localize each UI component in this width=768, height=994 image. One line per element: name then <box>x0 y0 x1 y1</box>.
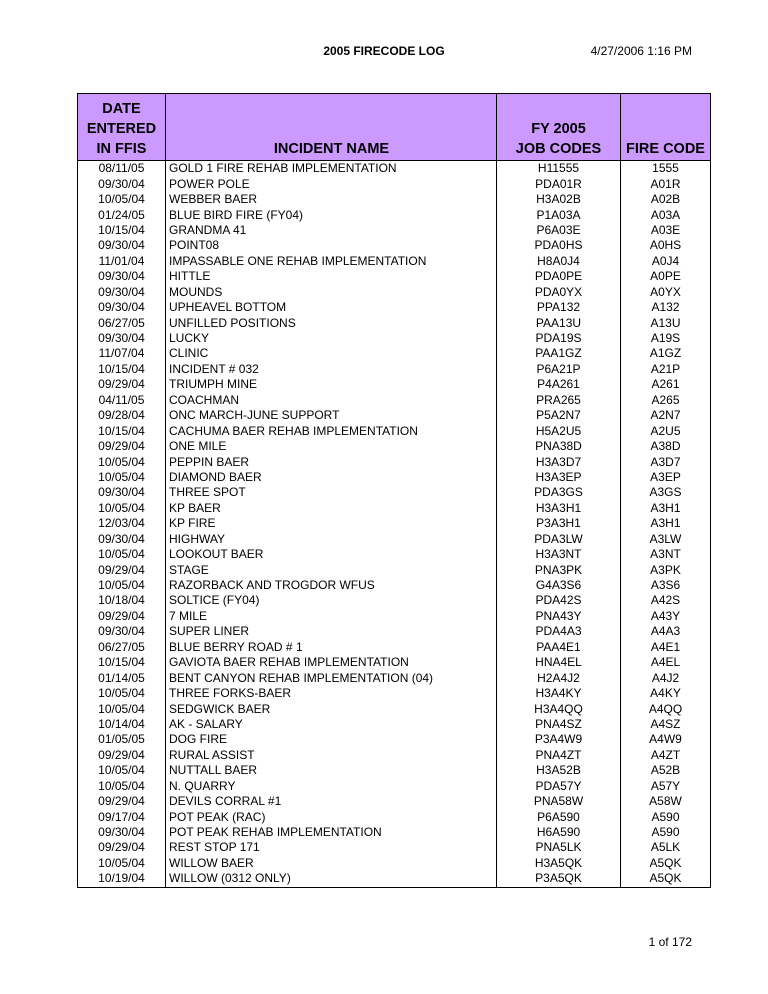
cell-incident-name: POT PEAK (RAC) <box>166 809 497 824</box>
cell-job-code: P3A5QK <box>497 871 621 887</box>
cell-incident-name: N. QUARRY <box>166 779 497 794</box>
cell-job-code: PNA43Y <box>497 609 621 624</box>
cell-date-entered: 08/11/05 <box>78 161 166 177</box>
cell-fire-code: A265 <box>621 393 711 408</box>
table-row <box>78 670 711 685</box>
cell-job-code: PNA38D <box>497 439 621 454</box>
cell-incident-name: THREE SPOT <box>166 485 497 500</box>
cell-incident-name: KP FIRE <box>166 516 497 531</box>
cell-incident-name: RAZORBACK AND TROGDOR WFUS <box>166 578 497 593</box>
table-row <box>78 609 711 624</box>
cell-date-entered: 10/05/04 <box>78 547 166 562</box>
cell-incident-name: IMPASSABLE ONE REHAB IMPLEMENTATION <box>166 254 497 269</box>
cell-fire-code: A590 <box>621 825 711 840</box>
table-row <box>78 717 711 732</box>
cell-fire-code: A3PK <box>621 562 711 577</box>
header-line: JOB CODES <box>515 141 602 157</box>
cell-job-code: H3A3H1 <box>497 501 621 516</box>
table-row <box>78 825 711 840</box>
cell-incident-name: WILLOW (0312 ONLY) <box>166 871 497 887</box>
cell-date-entered: 09/29/04 <box>78 840 166 855</box>
cell-fire-code: A3LW <box>621 532 711 547</box>
cell-fire-code: A3EP <box>621 470 711 485</box>
cell-date-entered: 10/14/04 <box>78 717 166 732</box>
cell-fire-code: A4SZ <box>621 717 711 732</box>
cell-date-entered: 01/24/05 <box>78 207 166 222</box>
cell-job-code: PAA13U <box>497 315 621 330</box>
table-row <box>78 346 711 361</box>
cell-job-code: PAA4E1 <box>497 640 621 655</box>
cell-fire-code: A21P <box>621 362 711 377</box>
cell-incident-name: WEBBER BAER <box>166 192 497 207</box>
document-title: 2005 FIRECODE LOG <box>323 44 445 58</box>
cell-incident-name: THREE FORKS-BAER <box>166 686 497 701</box>
table-row <box>78 176 711 191</box>
cell-fire-code: A03A <box>621 207 711 222</box>
cell-incident-name: GAVIOTA BAER REHAB IMPLEMENTATION <box>166 655 497 670</box>
cell-job-code: P3A4W9 <box>497 732 621 747</box>
table-row <box>78 254 711 269</box>
cell-date-entered: 10/05/04 <box>78 856 166 871</box>
cell-incident-name: WILLOW BAER <box>166 856 497 871</box>
table-row <box>78 701 711 716</box>
cell-fire-code: A2U5 <box>621 423 711 438</box>
table-row <box>78 732 711 747</box>
cell-job-code: HNA4EL <box>497 655 621 670</box>
cell-fire-code: A3S6 <box>621 578 711 593</box>
cell-incident-name: ONC MARCH-JUNE SUPPORT <box>166 408 497 423</box>
column-header-fire-code <box>621 94 711 161</box>
cell-fire-code: A5QK <box>621 856 711 871</box>
cell-fire-code: A58W <box>621 794 711 809</box>
cell-incident-name: PEPPIN BAER <box>166 454 497 469</box>
table-row <box>78 779 711 794</box>
cell-job-code: H3A02B <box>497 192 621 207</box>
cell-fire-code: A3H1 <box>621 501 711 516</box>
cell-fire-code: A132 <box>621 300 711 315</box>
table-row <box>78 640 711 655</box>
cell-job-code: H5A2U5 <box>497 423 621 438</box>
cell-date-entered: 09/28/04 <box>78 408 166 423</box>
cell-fire-code: A4W9 <box>621 732 711 747</box>
cell-job-code: PDA0HS <box>497 238 621 253</box>
cell-date-entered: 10/05/04 <box>78 763 166 778</box>
cell-date-entered: 09/30/04 <box>78 624 166 639</box>
cell-fire-code: A19S <box>621 331 711 346</box>
cell-fire-code: A01R <box>621 176 711 191</box>
table-row <box>78 655 711 670</box>
cell-date-entered: 10/15/04 <box>78 655 166 670</box>
header-line: INCIDENT NAME <box>273 141 390 157</box>
cell-date-entered: 09/17/04 <box>78 809 166 824</box>
cell-fire-code: A52B <box>621 763 711 778</box>
table-row <box>78 840 711 855</box>
cell-date-entered: 09/29/04 <box>78 748 166 763</box>
cell-date-entered: 10/15/04 <box>78 423 166 438</box>
cell-fire-code: A0YX <box>621 285 711 300</box>
cell-incident-name: BLUE BIRD FIRE (FY04) <box>166 207 497 222</box>
table-row <box>78 423 711 438</box>
cell-job-code: PDA42S <box>497 593 621 608</box>
cell-job-code: PNA4ZT <box>497 748 621 763</box>
table-row <box>78 763 711 778</box>
cell-date-entered: 10/05/04 <box>78 686 166 701</box>
table-row <box>78 223 711 238</box>
table-row <box>78 377 711 392</box>
cell-job-code: P6A03E <box>497 223 621 238</box>
cell-job-code: PNA3PK <box>497 562 621 577</box>
cell-job-code: H3A5QK <box>497 856 621 871</box>
cell-date-entered: 10/19/04 <box>78 871 166 887</box>
cell-incident-name: NUTTALL BAER <box>166 763 497 778</box>
cell-incident-name: 7 MILE <box>166 609 497 624</box>
cell-job-code: PRA265 <box>497 393 621 408</box>
cell-date-entered: 09/30/04 <box>78 300 166 315</box>
cell-date-entered: 09/29/04 <box>78 439 166 454</box>
header-line: FY 2005 <box>531 121 586 137</box>
cell-date-entered: 09/29/04 <box>78 609 166 624</box>
cell-incident-name: TRIUMPH MINE <box>166 377 497 392</box>
firecode-log-table <box>77 93 711 888</box>
column-header-date-entered <box>78 94 166 161</box>
cell-date-entered: 10/05/04 <box>78 192 166 207</box>
cell-job-code: P3A3H1 <box>497 516 621 531</box>
cell-fire-code: A0HS <box>621 238 711 253</box>
cell-fire-code: A4E1 <box>621 640 711 655</box>
cell-fire-code: A38D <box>621 439 711 454</box>
cell-fire-code: A13U <box>621 315 711 330</box>
table-row <box>78 624 711 639</box>
table-row <box>78 856 711 871</box>
cell-incident-name: DEVILS CORRAL #1 <box>166 794 497 809</box>
cell-date-entered: 10/05/04 <box>78 779 166 794</box>
cell-incident-name: HIGHWAY <box>166 532 497 547</box>
cell-incident-name: HITTLE <box>166 269 497 284</box>
cell-job-code: H3A3D7 <box>497 454 621 469</box>
cell-fire-code: A42S <box>621 593 711 608</box>
cell-fire-code: A4J2 <box>621 670 711 685</box>
cell-incident-name: DOG FIRE <box>166 732 497 747</box>
cell-job-code: PNA5LK <box>497 840 621 855</box>
cell-incident-name: DIAMOND BAER <box>166 470 497 485</box>
table-row <box>78 871 711 887</box>
cell-job-code: PDA01R <box>497 176 621 191</box>
cell-incident-name: GRANDMA 41 <box>166 223 497 238</box>
column-header-job-codes <box>497 94 621 161</box>
table-row <box>78 362 711 377</box>
table-row <box>78 686 711 701</box>
cell-incident-name: LUCKY <box>166 331 497 346</box>
table-row <box>78 393 711 408</box>
cell-job-code: H8A0J4 <box>497 254 621 269</box>
cell-date-entered: 10/15/04 <box>78 362 166 377</box>
cell-fire-code: A43Y <box>621 609 711 624</box>
cell-fire-code: A2N7 <box>621 408 711 423</box>
cell-incident-name: POINT08 <box>166 238 497 253</box>
cell-job-code: PAA1GZ <box>497 346 621 361</box>
cell-fire-code: A02B <box>621 192 711 207</box>
cell-incident-name: KP BAER <box>166 501 497 516</box>
cell-job-code: PDA19S <box>497 331 621 346</box>
table-row <box>78 578 711 593</box>
table-row <box>78 516 711 531</box>
cell-incident-name: ONE MILE <box>166 439 497 454</box>
table-row <box>78 748 711 763</box>
cell-job-code: H3A3NT <box>497 547 621 562</box>
cell-job-code: P6A590 <box>497 809 621 824</box>
table-row <box>78 501 711 516</box>
cell-fire-code: A590 <box>621 809 711 824</box>
cell-date-entered: 06/27/05 <box>78 640 166 655</box>
table-row <box>78 300 711 315</box>
table-header-row <box>78 94 711 161</box>
cell-incident-name: UNFILLED POSITIONS <box>166 315 497 330</box>
cell-date-entered: 10/05/04 <box>78 454 166 469</box>
cell-incident-name: AK - SALARY <box>166 717 497 732</box>
cell-job-code: P4A261 <box>497 377 621 392</box>
table-row <box>78 315 711 330</box>
cell-fire-code: A0J4 <box>621 254 711 269</box>
cell-fire-code: A4A3 <box>621 624 711 639</box>
page-number: 1 of 172 <box>648 935 692 949</box>
table-row <box>78 408 711 423</box>
cell-fire-code: A261 <box>621 377 711 392</box>
cell-job-code: P5A2N7 <box>497 408 621 423</box>
cell-job-code: H3A4QQ <box>497 701 621 716</box>
cell-job-code: P6A21P <box>497 362 621 377</box>
table-row <box>78 269 711 284</box>
cell-fire-code: 1555 <box>621 161 711 177</box>
column-header-incident-name <box>166 94 497 161</box>
cell-date-entered: 04/11/05 <box>78 393 166 408</box>
cell-incident-name: POT PEAK REHAB IMPLEMENTATION <box>166 825 497 840</box>
cell-date-entered: 11/07/04 <box>78 346 166 361</box>
table-row <box>78 161 711 177</box>
cell-job-code: PDA0PE <box>497 269 621 284</box>
cell-job-code: H6A590 <box>497 825 621 840</box>
cell-date-entered: 12/03/04 <box>78 516 166 531</box>
cell-date-entered: 09/29/04 <box>78 794 166 809</box>
cell-fire-code: A4KY <box>621 686 711 701</box>
cell-fire-code: A3D7 <box>621 454 711 469</box>
cell-job-code: P1A03A <box>497 207 621 222</box>
table-row <box>78 794 711 809</box>
cell-job-code: PDA3LW <box>497 532 621 547</box>
cell-date-entered: 09/30/04 <box>78 269 166 284</box>
cell-job-code: PNA58W <box>497 794 621 809</box>
cell-job-code: H3A4KY <box>497 686 621 701</box>
table-row <box>78 238 711 253</box>
cell-incident-name: SUPER LINER <box>166 624 497 639</box>
cell-fire-code: A5LK <box>621 840 711 855</box>
table-row <box>78 454 711 469</box>
header-line: FIRE CODE <box>626 141 705 157</box>
cell-incident-name: SOLTICE (FY04) <box>166 593 497 608</box>
cell-job-code: G4A3S6 <box>497 578 621 593</box>
cell-date-entered: 10/15/04 <box>78 223 166 238</box>
table-row <box>78 192 711 207</box>
table-body <box>78 161 711 888</box>
table-row <box>78 285 711 300</box>
cell-fire-code: A5QK <box>621 871 711 887</box>
cell-date-entered: 09/29/04 <box>78 377 166 392</box>
cell-date-entered: 01/05/05 <box>78 732 166 747</box>
cell-fire-code: A4EL <box>621 655 711 670</box>
cell-fire-code: A0PE <box>621 269 711 284</box>
table-row <box>78 593 711 608</box>
cell-incident-name: COACHMAN <box>166 393 497 408</box>
cell-date-entered: 10/05/04 <box>78 501 166 516</box>
cell-incident-name: INCIDENT # 032 <box>166 362 497 377</box>
cell-date-entered: 09/29/04 <box>78 562 166 577</box>
cell-date-entered: 10/18/04 <box>78 593 166 608</box>
cell-date-entered: 10/05/04 <box>78 701 166 716</box>
cell-date-entered: 09/30/04 <box>78 485 166 500</box>
cell-incident-name: STAGE <box>166 562 497 577</box>
cell-fire-code: A3NT <box>621 547 711 562</box>
cell-job-code: PPA132 <box>497 300 621 315</box>
header-line: IN FFIS <box>96 141 147 157</box>
cell-fire-code: A3H1 <box>621 516 711 531</box>
table-row <box>78 470 711 485</box>
cell-job-code: PDA57Y <box>497 779 621 794</box>
cell-job-code: H11555 <box>497 161 621 177</box>
cell-date-entered: 06/27/05 <box>78 315 166 330</box>
print-timestamp: 4/27/2006 1:16 PM <box>590 44 692 58</box>
cell-incident-name: POWER POLE <box>166 176 497 191</box>
cell-job-code: H2A4J2 <box>497 670 621 685</box>
cell-job-code: PDA4A3 <box>497 624 621 639</box>
table-row <box>78 207 711 222</box>
table-row <box>78 809 711 824</box>
cell-date-entered: 09/30/04 <box>78 176 166 191</box>
cell-incident-name: REST STOP 171 <box>166 840 497 855</box>
header-line: ENTERED <box>86 121 157 137</box>
cell-job-code: H3A52B <box>497 763 621 778</box>
table-row <box>78 485 711 500</box>
table-row <box>78 562 711 577</box>
cell-date-entered: 09/30/04 <box>78 532 166 547</box>
cell-fire-code: A03E <box>621 223 711 238</box>
cell-job-code: PDA3GS <box>497 485 621 500</box>
cell-incident-name: UPHEAVEL BOTTOM <box>166 300 497 315</box>
cell-incident-name: CACHUMA BAER REHAB IMPLEMENTATION <box>166 423 497 438</box>
cell-date-entered: 10/05/04 <box>78 470 166 485</box>
cell-incident-name: BLUE BERRY ROAD # 1 <box>166 640 497 655</box>
cell-fire-code: A3GS <box>621 485 711 500</box>
cell-job-code: PDA0YX <box>497 285 621 300</box>
cell-fire-code: A4QQ <box>621 701 711 716</box>
cell-incident-name: RURAL ASSIST <box>166 748 497 763</box>
cell-incident-name: GOLD 1 FIRE REHAB IMPLEMENTATION <box>166 161 497 177</box>
cell-date-entered: 09/30/04 <box>78 238 166 253</box>
cell-date-entered: 09/30/04 <box>78 331 166 346</box>
cell-date-entered: 09/30/04 <box>78 825 166 840</box>
cell-date-entered: 09/30/04 <box>78 285 166 300</box>
cell-incident-name: BENT CANYON REHAB IMPLEMENTATION (04) <box>166 670 497 685</box>
cell-fire-code: A4ZT <box>621 748 711 763</box>
table-row <box>78 331 711 346</box>
cell-job-code: H3A3EP <box>497 470 621 485</box>
cell-date-entered: 10/05/04 <box>78 578 166 593</box>
cell-date-entered: 11/01/04 <box>78 254 166 269</box>
cell-incident-name: SEDGWICK BAER <box>166 701 497 716</box>
table-row <box>78 532 711 547</box>
table-row <box>78 547 711 562</box>
header-line: DATE <box>102 101 141 117</box>
cell-fire-code: A1GZ <box>621 346 711 361</box>
cell-incident-name: LOOKOUT BAER <box>166 547 497 562</box>
cell-incident-name: CLINIC <box>166 346 497 361</box>
cell-job-code: PNA4SZ <box>497 717 621 732</box>
cell-date-entered: 01/14/05 <box>78 670 166 685</box>
cell-fire-code: A57Y <box>621 779 711 794</box>
table-row <box>78 439 711 454</box>
cell-incident-name: MOUNDS <box>166 285 497 300</box>
